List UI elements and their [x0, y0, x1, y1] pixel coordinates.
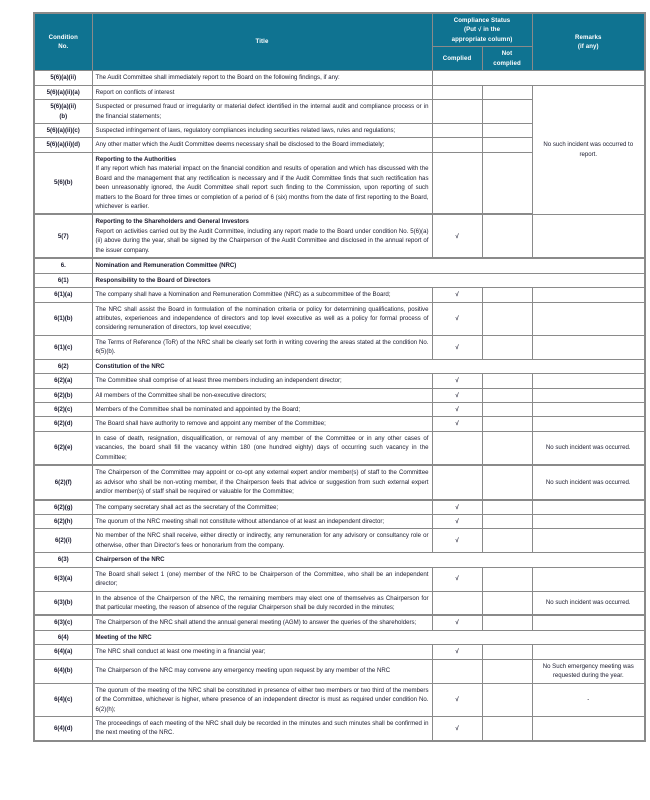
not-complied-cell[interactable]	[482, 85, 532, 99]
condition-title-text: The Chairperson of the Committee may appoint or co-opt any external expert and/or member(s) of staff to the Committee as advisor who shall be non-voting member, if the Chairperson feels that advice or suggestion from such external expert and/or member(s) of staff shall be required or valuable for the Committee;	[95, 469, 429, 496]
condition-no-cell: 6(3)(b)	[34, 591, 92, 615]
header-condition-no-line2: No.	[58, 43, 69, 51]
table-row	[34, 630, 645, 644]
not-complied-cell[interactable]	[482, 152, 532, 214]
condition-title-text: The Board shall select 1 (one) member of the NRC to be Chairperson of the Committee, who shall be an independent director;	[95, 570, 429, 588]
table-row	[34, 85, 645, 99]
condition-title-text: If any report which has material impact on the financial condition and results of operation and which has discussed with the Board and the management that any rectification is necessary and if the Audit Committee finds that such rectification has been unreasonably ignored, the Audit Committee shall report such finding to the Commission, upon reporting of such matters to the Board for three times or completion of a period of 6 (six) months from the date of first reporting to the Board, whichever is earlier.	[95, 165, 429, 210]
remarks-cell[interactable]	[532, 388, 645, 402]
remarks-cell[interactable]	[532, 529, 645, 553]
header-not-complied-line2: complied	[493, 59, 521, 67]
not-complied-cell[interactable]	[482, 683, 532, 716]
condition-title-cell	[92, 500, 432, 515]
condition-no-cell: 6(2)(b)	[34, 388, 92, 402]
header-condition-no-line1: Condition	[48, 33, 78, 41]
condition-title-cell	[92, 374, 432, 388]
condition-no-cell: 6(1)	[34, 273, 92, 287]
condition-title-text: Any other matter which the Audit Committee deems necessary shall be disclosed to the Board immediately;	[95, 141, 385, 149]
condition-title-cell	[92, 214, 432, 258]
complied-cell[interactable]: √	[432, 615, 482, 630]
table-row	[34, 288, 645, 302]
condition-title-cell	[92, 85, 432, 99]
complied-cell[interactable]: √	[432, 214, 482, 258]
not-complied-cell[interactable]	[482, 302, 532, 335]
not-complied-cell[interactable]	[482, 100, 532, 124]
remarks-cell[interactable]	[532, 645, 645, 659]
table-row	[34, 388, 645, 402]
complied-cell[interactable]: √	[432, 683, 482, 716]
complied-cell[interactable]: √	[432, 302, 482, 335]
not-complied-cell[interactable]	[482, 417, 532, 431]
condition-title-cell	[92, 645, 432, 659]
not-complied-cell[interactable]	[482, 138, 532, 152]
complied-cell[interactable]	[432, 123, 482, 137]
remarks-cell[interactable]	[532, 403, 645, 417]
condition-title-text: The Chairperson of the NRC may convene any emergency meeting upon request by any member of the NRC	[95, 667, 391, 675]
complied-cell[interactable]	[432, 659, 482, 683]
not-complied-cell[interactable]	[482, 465, 532, 499]
header-title: Title	[92, 13, 432, 71]
remarks-cell[interactable]	[532, 567, 645, 591]
table-row	[34, 683, 645, 716]
header-compliance-status	[432, 13, 532, 47]
condition-no-cell: 6(3)(a)	[34, 567, 92, 591]
condition-title-text: All members of the Committee shall be non-executive directors;	[95, 391, 267, 399]
condition-title-cell	[92, 288, 432, 302]
remarks-cell[interactable]: No such incident was occurred.	[532, 591, 645, 615]
condition-no-line1: 5(6)(a)(ii)	[50, 103, 77, 111]
not-complied-cell[interactable]	[482, 123, 532, 137]
condition-no-cell: 6(2)(a)	[34, 374, 92, 388]
remarks-cell[interactable]	[532, 615, 645, 630]
header-not-complied-line1: Not	[501, 50, 513, 58]
condition-no-cell: 5(6)(a)(ii)(d)	[34, 138, 92, 152]
complied-cell[interactable]	[432, 100, 482, 124]
condition-title-text: Suspected or presumed fraud or irregularity or material defect identified in the internal audit and compliance process or in the financial statements;	[95, 103, 429, 120]
complied-cell[interactable]: √	[432, 716, 482, 740]
remarks-cell[interactable]	[532, 374, 645, 388]
not-complied-cell[interactable]	[482, 335, 532, 359]
remarks-cell[interactable]	[532, 417, 645, 431]
condition-title-text: The company secretary shall act as the secretary of the Committee;	[95, 503, 279, 511]
condition-title-text: The Board shall have authority to remove and appoint any member of the Committee;	[95, 420, 326, 428]
complied-cell[interactable]: √	[432, 529, 482, 553]
condition-no-cell	[34, 100, 92, 124]
condition-no-cell: 6(1)(c)	[34, 335, 92, 359]
table-row	[34, 359, 645, 373]
condition-no-cell: 6(2)(h)	[34, 514, 92, 528]
condition-title-cell	[92, 567, 432, 591]
condition-title-cell	[92, 514, 432, 528]
table-row	[34, 258, 645, 273]
complied-cell[interactable]	[432, 591, 482, 615]
not-complied-cell[interactable]	[482, 288, 532, 302]
remarks-cell[interactable]	[532, 214, 645, 258]
condition-title-cell	[92, 123, 432, 137]
header-compliance-line2: (Put √ in the	[463, 26, 501, 34]
table-row	[34, 374, 645, 388]
condition-no-cell: 6(2)(g)	[34, 500, 92, 515]
condition-no-cell: 6.	[34, 258, 92, 273]
remarks-cell[interactable]: -	[532, 683, 645, 716]
condition-title-cell	[92, 100, 432, 124]
condition-no-cell: 6(2)(f)	[34, 465, 92, 499]
condition-title-text: Suspected infringement of laws, regulatory compliances including securities related laws, rules and regulations;	[95, 126, 396, 134]
header-not-complied	[482, 47, 532, 71]
complied-cell[interactable]: √	[432, 500, 482, 515]
header-remarks-line2: (if any)	[577, 43, 599, 51]
condition-no-cell: 5(7)	[34, 214, 92, 258]
complied-cell[interactable]: √	[432, 374, 482, 388]
condition-title-cell	[92, 465, 432, 499]
condition-title-cell	[92, 591, 432, 615]
section-heading-cell: Constitution of the NRC	[92, 359, 645, 373]
table-row	[34, 302, 645, 335]
table-row	[34, 514, 645, 528]
condition-title-cell	[92, 302, 432, 335]
table-row	[34, 417, 645, 431]
header-complied: Complied	[432, 47, 482, 71]
remarks-cell[interactable]	[532, 302, 645, 335]
condition-no-cell: 6(3)(c)	[34, 615, 92, 630]
section-heading-cell: Meeting of the NRC	[92, 630, 645, 644]
complied-cell[interactable]: √	[432, 335, 482, 359]
not-complied-cell[interactable]	[482, 645, 532, 659]
condition-title-cell	[92, 388, 432, 402]
condition-title-cell	[92, 335, 432, 359]
condition-no-cell: 5(6)(a)(ii)(c)	[34, 123, 92, 137]
complied-cell[interactable]: √	[432, 417, 482, 431]
condition-title-cell	[92, 683, 432, 716]
condition-title-text: The Terms of Reference (ToR) of the NRC shall be clearly set forth in writing covering the areas stated at the condition No. 6(5)(b).	[95, 338, 429, 356]
condition-no-cell: 6(4)(c)	[34, 683, 92, 716]
condition-title-cell	[92, 529, 432, 553]
complied-cell[interactable]	[432, 431, 482, 465]
condition-title-text: The NRC shall conduct at least one meeting in a financial year;	[95, 648, 266, 656]
table-row	[34, 591, 645, 615]
header-condition-no	[34, 13, 92, 71]
not-complied-cell[interactable]	[482, 388, 532, 402]
not-complied-cell[interactable]	[482, 615, 532, 630]
condition-title-cell	[92, 152, 432, 214]
condition-no-cell: 6(4)(a)	[34, 645, 92, 659]
condition-title-cell	[92, 403, 432, 417]
condition-no-cell: 6(2)(c)	[34, 403, 92, 417]
condition-title-cell	[92, 431, 432, 465]
condition-title-cell	[92, 716, 432, 740]
header-remarks	[532, 13, 645, 71]
status-remarks-blank-cell[interactable]	[432, 71, 645, 85]
not-complied-cell[interactable]	[482, 529, 532, 553]
not-complied-cell[interactable]	[482, 374, 532, 388]
not-complied-cell[interactable]	[482, 403, 532, 417]
remarks-cell[interactable]	[532, 514, 645, 528]
section-heading-cell: Responsibility to the Board of Directors	[92, 273, 645, 287]
condition-title-cell	[92, 417, 432, 431]
remarks-cell[interactable]	[532, 500, 645, 515]
table-row	[34, 716, 645, 740]
condition-title-cell	[92, 615, 432, 630]
remarks-cell[interactable]	[532, 335, 645, 359]
complied-cell[interactable]	[432, 152, 482, 214]
table-row	[34, 553, 645, 567]
condition-title-text: In case of death, resignation, disqualification, or removal of any member of the Committee or in any other cases of vacancies, the board shall fill the vacancy within 180 (one hundred eighty) days of occurring such vacancy in the Committee;	[95, 434, 429, 461]
table-row	[34, 645, 645, 659]
table-row	[34, 403, 645, 417]
condition-no-cell: 6(2)	[34, 359, 92, 373]
table-row	[34, 214, 645, 258]
complied-cell[interactable]: √	[432, 514, 482, 528]
compliance-status-table	[33, 12, 646, 742]
condition-title-text: The quorum of the NRC meeting shall not constitute without attendance of at least an independent director;	[95, 517, 385, 525]
remarks-cell[interactable]: No such incident was occurred to report.	[532, 85, 645, 214]
not-complied-cell[interactable]	[482, 500, 532, 515]
condition-title-text: Members of the Committee shall be nominated and appointed by the Board;	[95, 406, 301, 413]
complied-cell[interactable]: √	[432, 288, 482, 302]
condition-title-text: The proceedings of each meeting of the NRC shall duly be recorded in the minutes and such minutes shall be confirmed in the next meeting of the NRC.	[95, 719, 429, 737]
table-row	[34, 659, 645, 683]
complied-cell[interactable]	[432, 465, 482, 499]
condition-no-cell: 6(2)(d)	[34, 417, 92, 431]
section-heading-cell: Nomination and Remuneration Committee (NRC)	[92, 258, 645, 273]
complied-cell[interactable]: √	[432, 403, 482, 417]
not-complied-cell[interactable]	[482, 567, 532, 591]
table-row	[34, 335, 645, 359]
condition-title-cell	[92, 659, 432, 683]
table-row	[34, 71, 645, 85]
table-row	[34, 567, 645, 591]
remarks-cell[interactable]: No such incident was occurred.	[532, 431, 645, 465]
condition-no-cell: 5(6)(b)	[34, 152, 92, 214]
header-remarks-line1: Remarks	[575, 33, 602, 41]
condition-title-text: Report on activities carried out by the Audit Committee, including any report made to the Board under condition No. 5(6)(a)(ii) above during the year, shall be signed by the Chairperson of the Audit Committee and disclosed in the annual report of the issuer company.	[95, 227, 429, 254]
condition-title-text: The Audit Committee shall immediately report to the Board on the following findings, if any:	[95, 74, 340, 82]
remarks-cell[interactable]: No such incident was occurred.	[532, 465, 645, 499]
complied-cell[interactable]: √	[432, 388, 482, 402]
condition-title-text: The company shall have a Nomination and Remuneration Committee (NRC) as a subcommittee of the Board;	[95, 291, 391, 299]
condition-title-lead: Reporting to the Authorities	[95, 155, 177, 163]
condition-no-cell: 6(2)(e)	[34, 431, 92, 465]
condition-no-cell: 6(4)(b)	[34, 659, 92, 683]
table-body	[34, 71, 645, 741]
remarks-cell[interactable]	[532, 288, 645, 302]
table-row	[34, 529, 645, 553]
section-heading-cell: Chairperson of the NRC	[92, 553, 645, 567]
condition-title-text: No member of the NRC shall receive, either directly or indirectly, any remuneration for any advisory or consultancy role or otherwise, other than Director's fees or honorarium from the company.	[95, 532, 429, 549]
condition-title-lead: Reporting to the Shareholders and General Investors	[95, 218, 249, 226]
condition-title-text: In the absence of the Chairperson of the NRC, the remaining members may elect one of themselves as Chairperson for that particular meeting, the reason of absence of the regular Chairperson shall be duly recorded in the minutes;	[95, 594, 429, 611]
not-complied-cell[interactable]	[482, 591, 532, 615]
not-complied-cell[interactable]	[482, 431, 532, 465]
condition-no-cell: 5(6)(a)(ii)(a)	[34, 85, 92, 99]
table-row	[34, 465, 645, 499]
remarks-cell[interactable]: No Such emergency meeting was requested during the year.	[532, 659, 645, 683]
not-complied-cell[interactable]	[482, 214, 532, 258]
condition-no-cell: 6(4)	[34, 630, 92, 644]
condition-no-cell: 6(1)(a)	[34, 288, 92, 302]
header-compliance-line3: appropriate column)	[451, 35, 513, 43]
condition-no-cell: 5(6)(a)(ii)	[34, 71, 92, 85]
condition-no-cell: 6(1)(b)	[34, 302, 92, 335]
header-row-primary	[34, 13, 645, 47]
not-complied-cell[interactable]	[482, 514, 532, 528]
table-row	[34, 500, 645, 515]
condition-no-cell: 6(3)	[34, 553, 92, 567]
condition-title-cell	[92, 71, 432, 85]
not-complied-cell[interactable]	[482, 716, 532, 740]
condition-title-cell	[92, 138, 432, 152]
complied-cell[interactable]: √	[432, 645, 482, 659]
condition-title-text: Report on conflicts of interest	[95, 88, 175, 96]
table-row	[34, 615, 645, 630]
complied-cell[interactable]	[432, 85, 482, 99]
condition-title-text: The Chairperson of the NRC shall attend the annual general meeting (AGM) to answer the queries of the shareholders;	[95, 619, 417, 627]
table-row	[34, 431, 645, 465]
complied-cell[interactable]	[432, 138, 482, 152]
table-row	[34, 273, 645, 287]
header-compliance-line1: Compliance Status	[453, 17, 511, 24]
not-complied-cell[interactable]	[482, 659, 532, 683]
condition-title-text: The quorum of the meeting of the NRC shall be constituted in presence of either two members or two third of the members of the Committee, whichever is higher, where presence of an independent director is must as required under condition No. 6(2)(h);	[95, 686, 429, 713]
table-header	[34, 13, 645, 71]
complied-cell[interactable]: √	[432, 567, 482, 591]
condition-no-cell: 6(4)(d)	[34, 716, 92, 740]
condition-title-text: The Committee shall comprise of at least three members including an independent director;	[95, 377, 342, 385]
condition-title-text: The NRC shall assist the Board in formulation of the nomination criteria or policy for determining qualifications, positive attributes, experiences and independence of directors and top level executive as well as a policy for formal process of considering remuneration of directors, top level executive;	[95, 305, 429, 332]
remarks-cell[interactable]	[532, 716, 645, 740]
condition-no-cell: 6(2)(i)	[34, 529, 92, 553]
condition-no-line2: (b)	[59, 112, 68, 120]
